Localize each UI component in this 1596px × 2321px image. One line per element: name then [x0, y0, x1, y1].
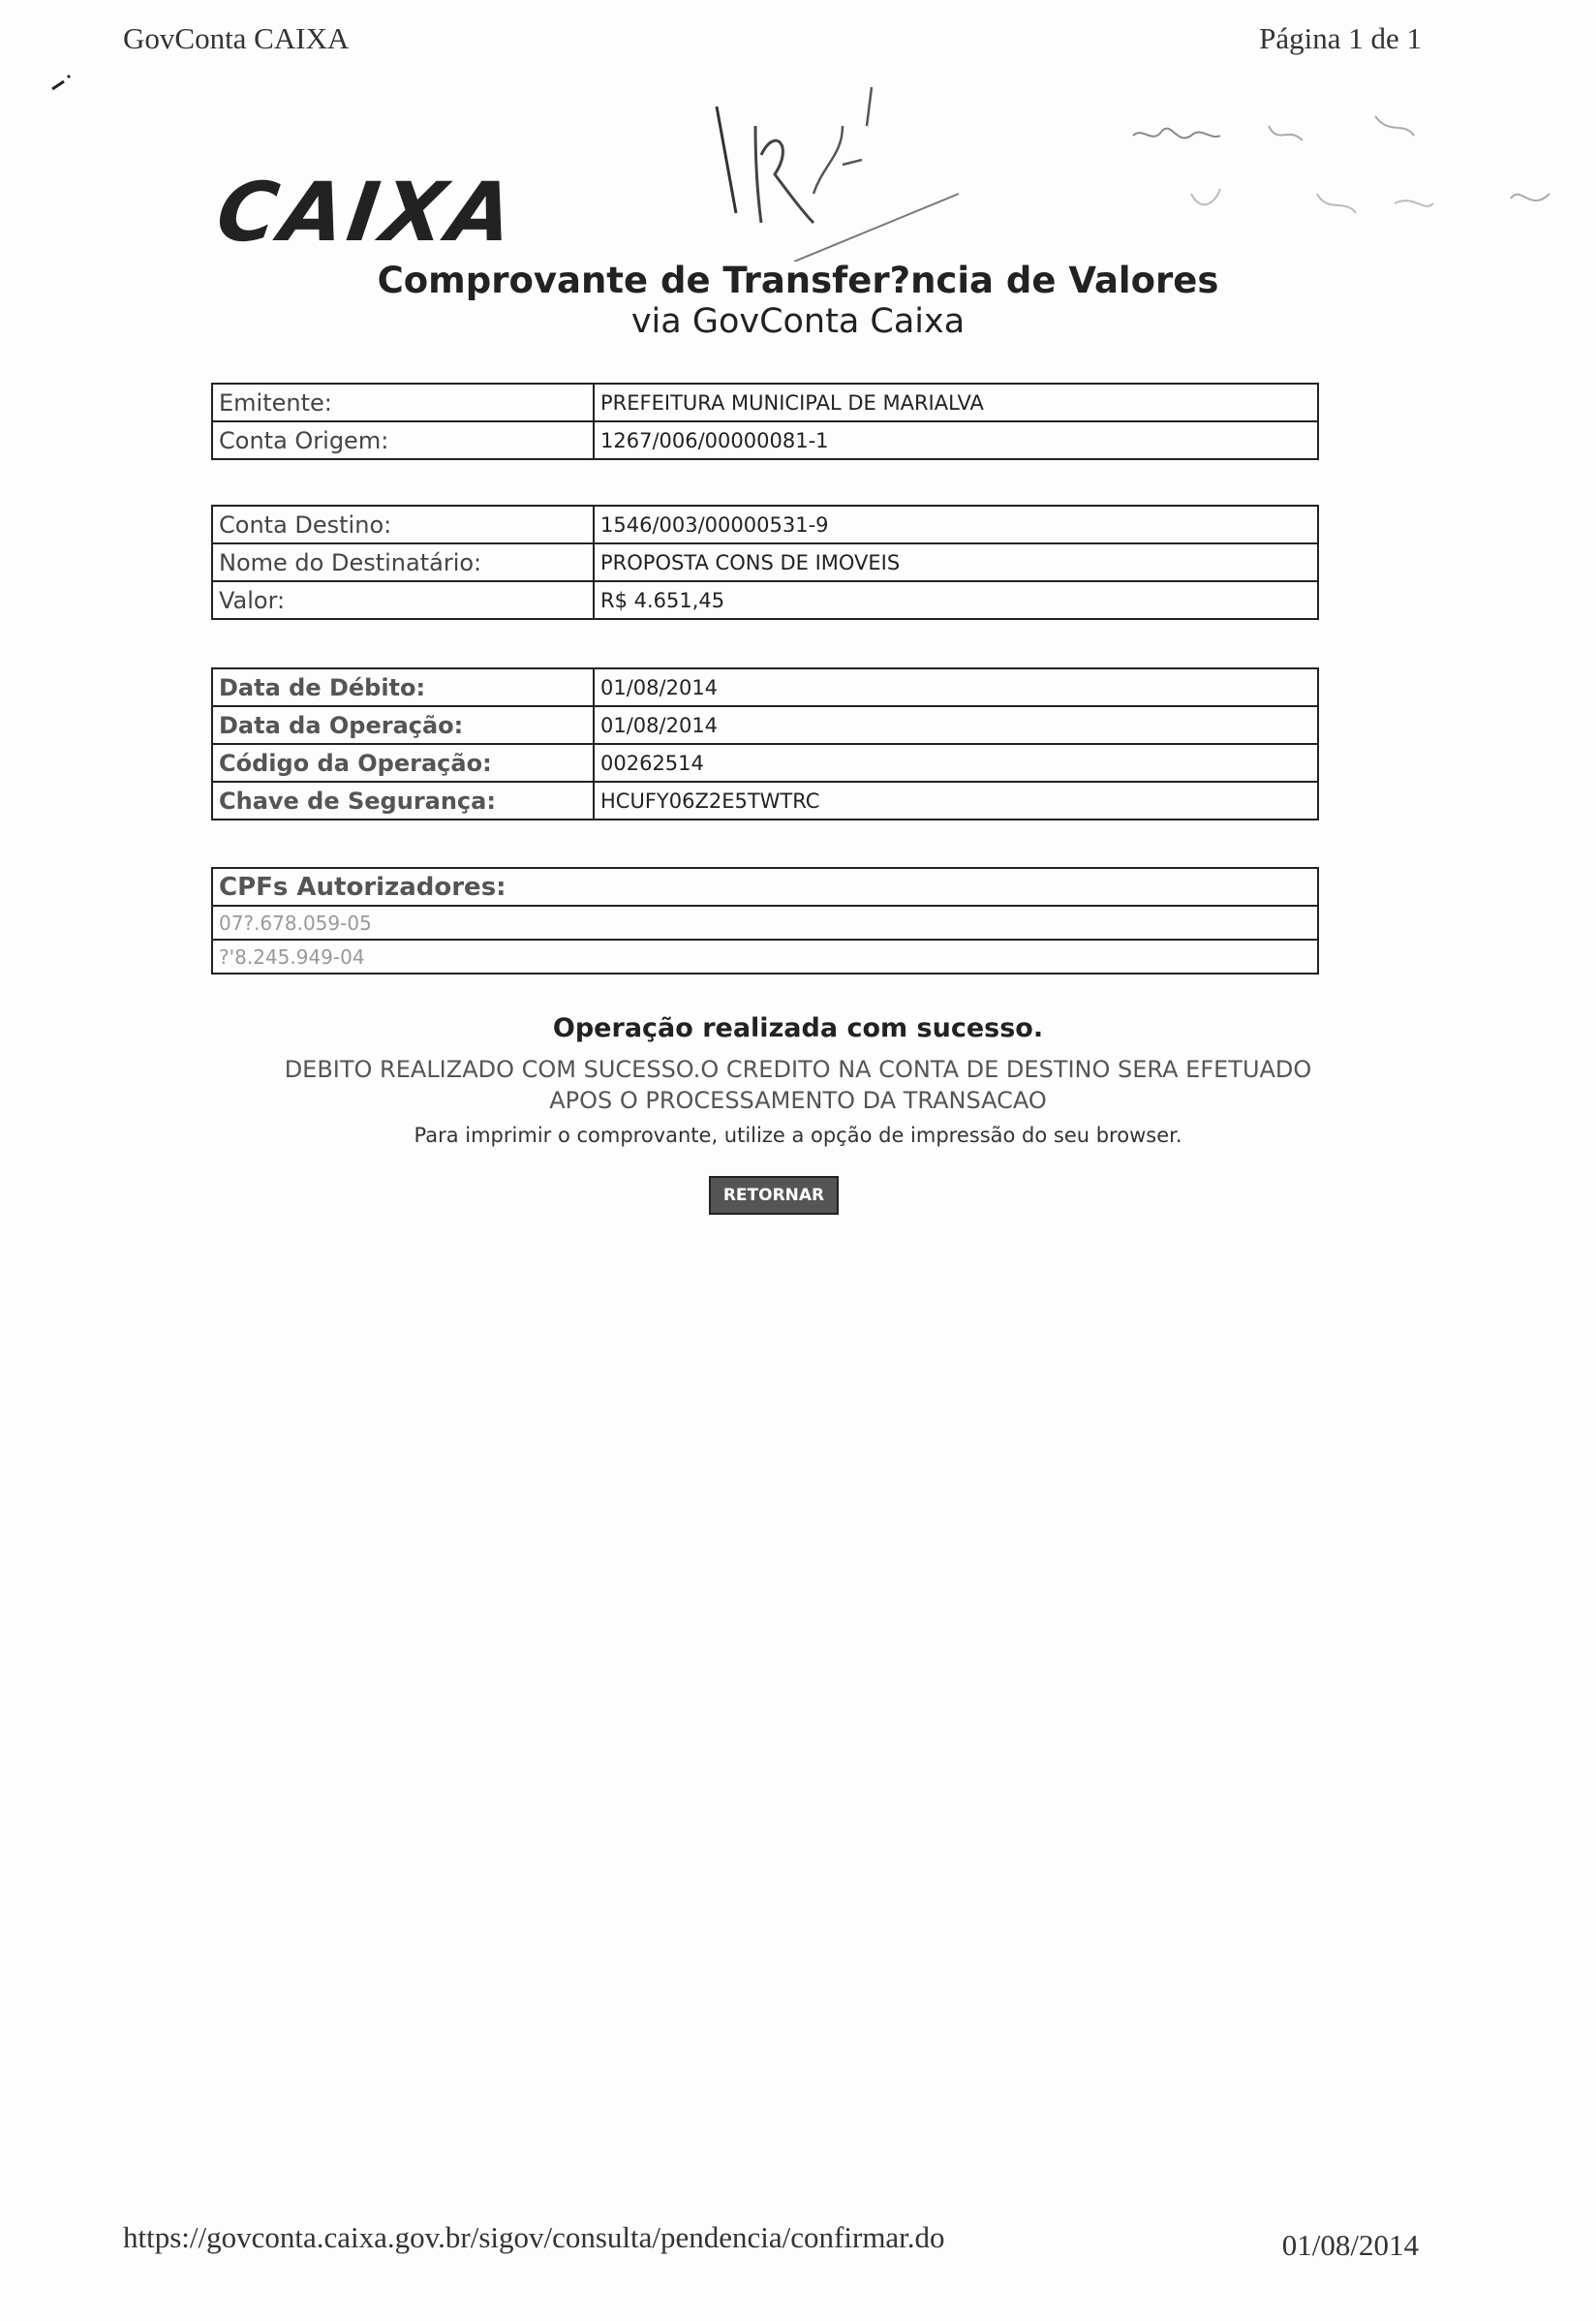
operation-date-value: 01/08/2014	[594, 706, 1318, 744]
amount-label: Valor:	[212, 581, 594, 619]
table-row	[212, 868, 1318, 906]
table-row	[212, 581, 1318, 619]
return-button[interactable]: RETORNAR	[709, 1176, 839, 1215]
table-row	[212, 940, 1318, 974]
authorizer-cpf: 07?.678.059-05	[212, 906, 1318, 940]
table-row	[212, 421, 1318, 459]
issuer-value: PREFEITURA MUNICIPAL DE MARIALVA	[594, 384, 1318, 421]
origin-account-value: 1267/006/00000081-1	[594, 421, 1318, 459]
destination-account-value: 1546/003/00000531-9	[594, 506, 1318, 543]
print-header-title: GovConta CAIXA	[123, 21, 350, 55]
table-row	[212, 706, 1318, 744]
print-footer-date: 01/08/2014	[1281, 2228, 1419, 2262]
table-row	[212, 782, 1318, 820]
origin-table	[211, 383, 1319, 460]
table-row	[212, 543, 1318, 581]
debit-date-value: 01/08/2014	[594, 668, 1318, 706]
processing-message-line: APOS O PROCESSAMENTO DA TRANSACAO	[549, 1087, 1047, 1114]
operation-code-value: 00262514	[594, 744, 1318, 782]
amount-value: R$ 4.651,45	[594, 581, 1318, 619]
caixa-logo: CAIXA	[211, 165, 523, 260]
recipient-name-value: PROPOSTA CONS DE IMOVEIS	[594, 543, 1318, 581]
print-hint: Para imprimir o comprovante, utilize a opção de impressão do seu browser.	[414, 1124, 1182, 1147]
table-row	[212, 506, 1318, 543]
recipient-name-label: Nome do Destinatário:	[212, 543, 594, 581]
origin-account-label: Conta Origem:	[212, 421, 594, 459]
authorizer-cpf: ?'8.245.949-04	[212, 940, 1318, 974]
security-key-value: HCUFY06Z2E5TWTRC	[594, 782, 1318, 820]
operation-date-label: Data da Operação:	[212, 706, 594, 744]
debit-date-label: Data de Débito:	[212, 668, 594, 706]
table-row	[212, 744, 1318, 782]
processing-message-line: DEBITO REALIZADO COM SUCESSO.O CREDITO NA CONTA DE DESTINO SERA EFETUADO	[284, 1056, 1312, 1083]
table-row	[212, 384, 1318, 421]
processing-message	[0, 1054, 1596, 1116]
handwritten-note	[1123, 107, 1559, 232]
authorizers-header: CPFs Autorizadores:	[212, 868, 1318, 906]
print-header-page: Página 1 de 1	[1259, 21, 1422, 55]
authorizers-table	[211, 867, 1319, 975]
issuer-label: Emitente:	[212, 384, 594, 421]
destination-table	[211, 505, 1319, 620]
operation-table	[211, 667, 1319, 820]
handwritten-annotation	[697, 68, 988, 262]
success-message: Operação realizada com sucesso.	[552, 1013, 1044, 1043]
security-key-label: Chave de Segurança:	[212, 782, 594, 820]
table-row	[212, 906, 1318, 940]
destination-account-label: Conta Destino:	[212, 506, 594, 543]
page-title: Comprovante de Transfer?ncia de Valores	[377, 260, 1219, 301]
print-footer-url: https://govconta.caixa.gov.br/sigov/consulta/pendencia/confirmar.do	[123, 2220, 945, 2254]
operation-code-label: Código da Operação:	[212, 744, 594, 782]
table-row	[212, 668, 1318, 706]
pen-mark	[50, 64, 89, 93]
page-subtitle: via GovConta Caixa	[630, 302, 966, 341]
